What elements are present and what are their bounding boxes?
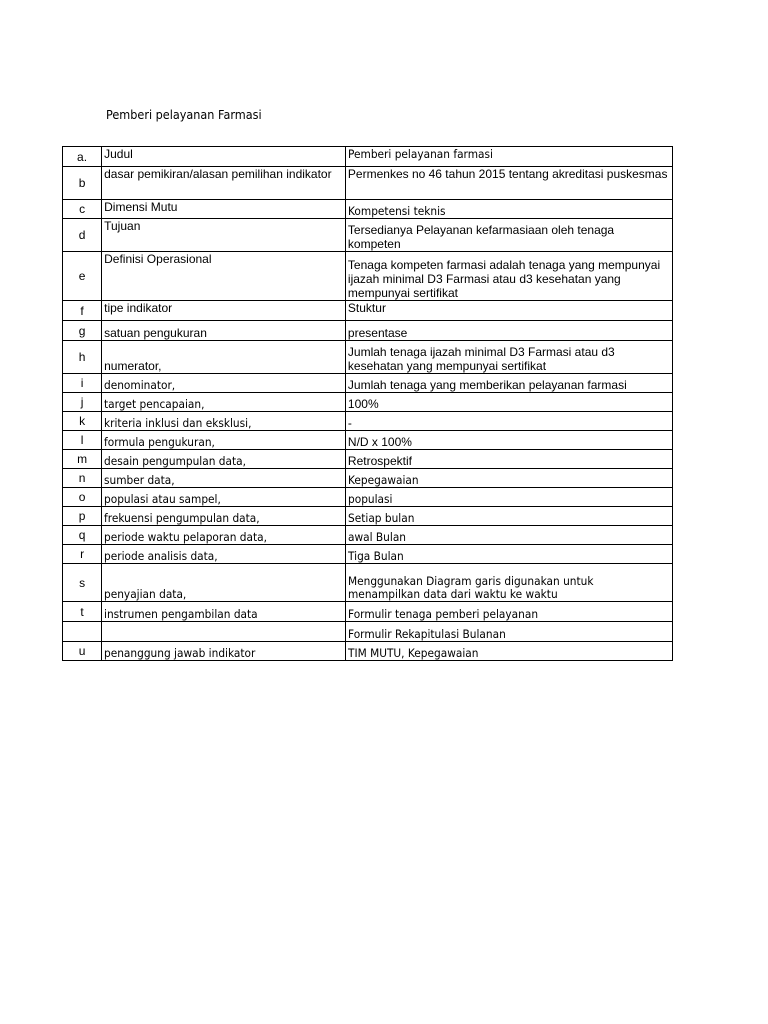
- row-value: Formulir Rekapitulasi Bulanan: [347, 627, 506, 641]
- row-parameter: Tujuan: [102, 219, 346, 252]
- table-row: [63, 301, 673, 321]
- row-value: Permenkes no 46 tahun 2015 tentang akreditasi puskesmas: [345, 167, 672, 200]
- table-row: [63, 219, 673, 252]
- row-parameter: formula pengukuran,: [104, 435, 216, 449]
- row-code: b: [63, 167, 102, 200]
- row-code: r: [63, 545, 102, 564]
- row-code: p: [63, 507, 102, 526]
- table-row: [63, 450, 673, 469]
- indicator-profile-table: [62, 146, 673, 661]
- page-title: Pemberi pelayanan Farmasi: [106, 107, 262, 122]
- row-parameter: kriteria inklusi dan eksklusi,: [104, 416, 252, 430]
- row-value: TIM MUTU, Kepegawaian: [347, 646, 479, 660]
- row-code: s: [63, 564, 102, 602]
- row-parameter: instrumen pengambilan data: [104, 607, 258, 621]
- table-row: [63, 167, 673, 200]
- table-row: [63, 200, 673, 219]
- table-row: [63, 374, 673, 393]
- row-value: presentase: [345, 321, 672, 341]
- row-value: Pemberi pelayanan farmasi: [347, 147, 493, 161]
- row-parameter: populasi atau sampel,: [104, 492, 221, 506]
- row-value: Retrospektif: [345, 450, 672, 469]
- table-row: [63, 507, 673, 526]
- table-row: [63, 564, 673, 602]
- row-parameter: penanggung jawab indikator: [104, 646, 256, 660]
- row-code: i: [63, 374, 102, 393]
- table-row: [63, 252, 673, 301]
- row-parameter: satuan pengukuran: [102, 321, 346, 341]
- row-value: Tersedianya Pelayanan kefarmasiaan oleh tenaga kompeten: [345, 219, 672, 252]
- row-code: l: [63, 431, 102, 450]
- table-row: [63, 431, 673, 450]
- table-row: [63, 393, 673, 412]
- row-parameter: [102, 622, 346, 642]
- table-row: [63, 622, 673, 642]
- row-value: Jumlah tenaga yang memberikan pelayanan farmasi: [345, 374, 672, 393]
- row-code: h: [63, 341, 102, 374]
- row-code: m: [63, 450, 102, 469]
- row-code: e: [63, 252, 102, 301]
- row-value: populasi: [347, 492, 393, 506]
- row-code: k: [63, 412, 102, 431]
- row-parameter: desain pengumpulan data,: [104, 454, 247, 468]
- row-value: -: [345, 412, 672, 431]
- table-row: [63, 147, 673, 167]
- table-row: [63, 412, 673, 431]
- row-code: n: [63, 469, 102, 488]
- row-code: c: [63, 200, 102, 219]
- row-code: d: [63, 219, 102, 252]
- row-parameter: frekuensi pengumpulan data,: [104, 511, 260, 525]
- row-value: N/D x 100%: [345, 431, 672, 450]
- row-value: Tenaga kompeten farmasi adalah tenaga yang mempunyai ijazah minimal D3 Farmasi atau d3 kesehatan yang mempunyai sertifikat: [345, 252, 672, 301]
- row-value: Setiap bulan: [347, 511, 415, 525]
- row-parameter: tipe indikator: [102, 301, 346, 321]
- row-parameter: dasar pemikiran/alasan pemilihan indikator: [102, 167, 346, 200]
- row-value: Stuktur: [345, 301, 672, 321]
- row-value: Formulir tenaga pemberi pelayanan: [347, 607, 538, 621]
- table-row: [63, 469, 673, 488]
- row-code: a.: [63, 147, 102, 167]
- row-code: [63, 622, 102, 642]
- row-value: Menggunakan Diagram garis digunakan untuk menampilkan data dari waktu ke waktu: [347, 574, 594, 601]
- row-value: Kompetensi teknis: [347, 204, 446, 218]
- row-code: u: [63, 642, 102, 661]
- table-row: [63, 321, 673, 341]
- table-row: [63, 341, 673, 374]
- row-code: g: [63, 321, 102, 341]
- row-value: awal Bulan: [347, 530, 406, 544]
- row-parameter: periode analisis data,: [104, 549, 218, 563]
- row-parameter: denominator,: [104, 378, 176, 392]
- row-parameter: penyajian data,: [104, 587, 187, 601]
- table-row: [63, 602, 673, 622]
- row-parameter: sumber data,: [104, 473, 175, 487]
- table-row: [63, 545, 673, 564]
- row-parameter: numerator,: [102, 341, 346, 374]
- row-parameter: Judul: [102, 147, 346, 167]
- table-row: [63, 488, 673, 507]
- row-code: q: [63, 526, 102, 545]
- row-code: f: [63, 301, 102, 321]
- row-value: Kepegawaian: [347, 473, 419, 487]
- row-code: t: [63, 602, 102, 622]
- row-value: Tiga Bulan: [347, 549, 404, 563]
- row-parameter: periode waktu pelaporan data,: [104, 530, 268, 544]
- row-value: 100%: [345, 393, 672, 412]
- row-parameter: target pencapaian,: [104, 397, 205, 411]
- row-parameter: Definisi Operasional: [102, 252, 346, 301]
- row-value: Jumlah tenaga ijazah minimal D3 Farmasi atau d3 kesehatan yang mempunyai sertifikat: [345, 341, 672, 374]
- row-parameter: Dimensi Mutu: [102, 200, 346, 219]
- row-code: o: [63, 488, 102, 507]
- row-code: j: [63, 393, 102, 412]
- table-row: [63, 526, 673, 545]
- table-row: [63, 642, 673, 661]
